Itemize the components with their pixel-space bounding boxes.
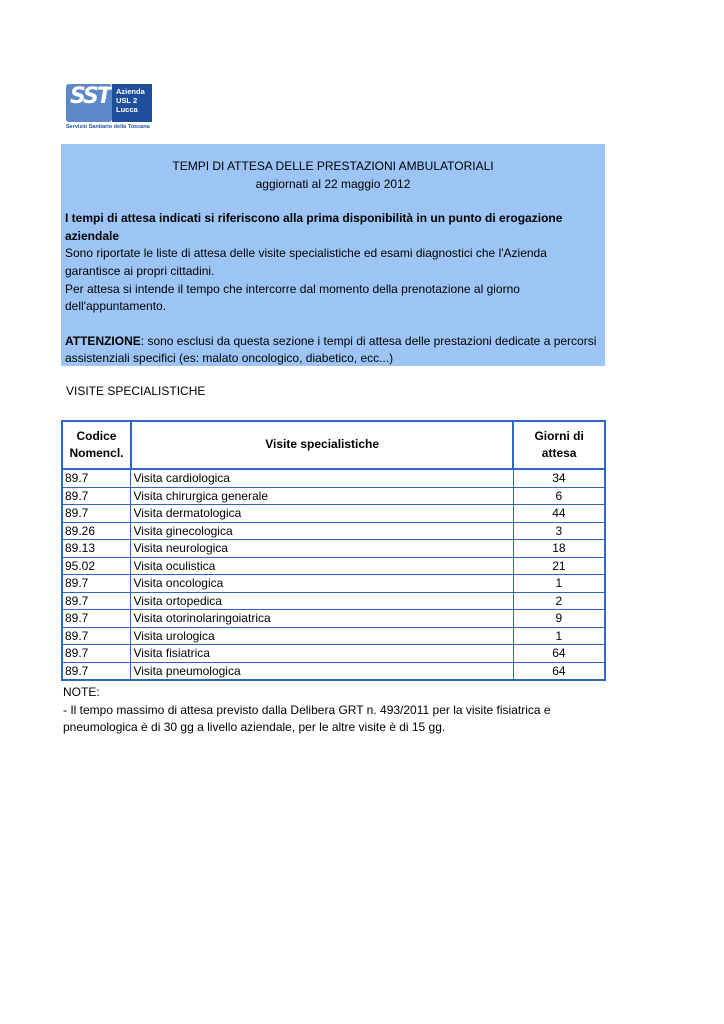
cell-code: 89.7 — [62, 505, 131, 523]
cell-code: 89.7 — [62, 627, 131, 645]
cell-code: 89.7 — [62, 487, 131, 505]
cell-days: 64 — [513, 662, 605, 680]
notes-label: NOTE: — [63, 685, 100, 699]
cell-code: 89.7 — [62, 592, 131, 610]
cell-days: 18 — [513, 540, 605, 558]
attention-label: ATTENZIONE — [65, 333, 141, 348]
sst-mark: SST — [66, 84, 112, 122]
logo-caption: Servizio Sanitario della Toscana — [66, 124, 150, 130]
cell-days: 1 — [513, 627, 605, 645]
header-days: Giorni di attesa — [513, 421, 605, 469]
cell-days: 64 — [513, 645, 605, 663]
notes-section — [63, 684, 603, 737]
table-row — [62, 610, 605, 628]
notes-text: - Il tempo massimo di attesa previsto dalla Delibera GRT n. 493/2011 per la visite fisiatrica e pneumologica è di 30 gg a livello aziendale, per le altre visite è di 15 gg. — [63, 702, 551, 735]
cell-visit: Visita dermatologica — [131, 505, 513, 523]
cell-visit: Visita oculistica — [131, 557, 513, 575]
intro-paragraph-2: Per attesa si intende il tempo che intercorre dal momento della prenotazione al giorno dell'appuntamento. — [65, 281, 520, 314]
cell-visit: Visita urologica — [131, 627, 513, 645]
table-row — [62, 557, 605, 575]
attention-note — [65, 333, 601, 368]
cell-code: 89.7 — [62, 645, 131, 663]
header-code: Codice Nomencl. — [62, 421, 131, 469]
section-title: VISITE SPECIALISTICHE — [66, 384, 206, 398]
intro-paragraph-1: Sono riportate le liste di attesa delle visite specialistiche ed esami diagnostici che l'Azienda garantisce ai propri cittadini. — [65, 246, 547, 278]
cell-days: 1 — [513, 575, 605, 593]
cell-visit: Visita neurologica — [131, 540, 513, 558]
table-row — [62, 575, 605, 593]
cell-code: 89.26 — [62, 522, 131, 540]
table-row — [62, 662, 605, 680]
table-row — [62, 592, 605, 610]
cell-days: 44 — [513, 505, 605, 523]
table-row — [62, 469, 605, 487]
cell-visit: Visita ginecologica — [131, 522, 513, 540]
cell-code: 89.7 — [62, 469, 131, 487]
azienda-mark: Azienda USL 2 Lucca — [112, 84, 152, 122]
cell-code: 95.02 — [62, 557, 131, 575]
organization-logo — [66, 84, 156, 132]
table-row — [62, 487, 605, 505]
header-visit: Visite specialistiche — [131, 421, 513, 469]
cell-visit: Visita ortopedica — [131, 592, 513, 610]
table-row — [62, 540, 605, 558]
cell-visit: Visita otorinolaringoiatrica — [131, 610, 513, 628]
cell-days: 3 — [513, 522, 605, 540]
cell-days: 21 — [513, 557, 605, 575]
cell-code: 89.7 — [62, 610, 131, 628]
cell-days: 6 — [513, 487, 605, 505]
info-box — [61, 144, 605, 366]
cell-code: 89.13 — [62, 540, 131, 558]
table-row — [62, 645, 605, 663]
page-subtitle: aggiornati al 22 maggio 2012 — [255, 176, 411, 191]
cell-visit: Visita oncologica — [131, 575, 513, 593]
table-header-row — [62, 421, 605, 469]
cell-visit: Visita pneumologica — [131, 662, 513, 680]
intro-bold: I tempi di attesa indicati si riferiscono alla prima disponibilità in un punto di erogazione aziendale — [65, 211, 563, 243]
attention-text: : sono esclusi da questa sezione i tempi di attesa delle prestazioni dedicate a percorsi assistenziali specifici (es: malato oncologico, diabetico, ecc...) — [65, 333, 597, 366]
cell-visit: Visita fisiatrica — [131, 645, 513, 663]
cell-days: 2 — [513, 592, 605, 610]
cell-days: 9 — [513, 610, 605, 628]
table-row — [62, 505, 605, 523]
table-row — [62, 522, 605, 540]
cell-code: 89.7 — [62, 662, 131, 680]
page-title: TEMPI DI ATTESA DELLE PRESTAZIONI AMBULATORIALI — [172, 159, 494, 173]
waiting-times-table — [61, 420, 606, 681]
table-row — [62, 627, 605, 645]
cell-code: 89.7 — [62, 575, 131, 593]
cell-visit: Visita cardiologica — [131, 469, 513, 487]
cell-days: 34 — [513, 469, 605, 487]
cell-visit: Visita chirurgica generale — [131, 487, 513, 505]
